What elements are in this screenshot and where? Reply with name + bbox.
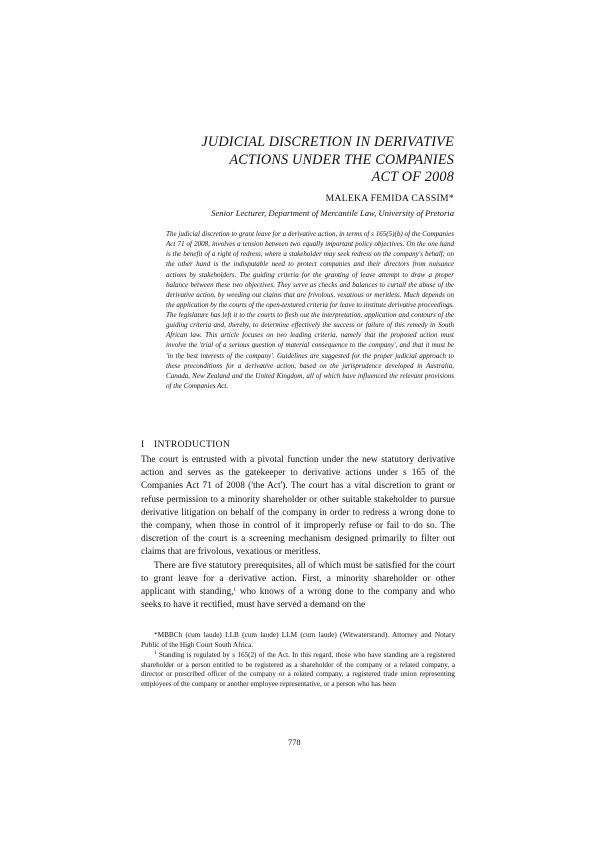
author-affiliation: Senior Lecturer, Department of Mercantile Law, University of Pretoria — [211, 208, 454, 218]
body-text — [141, 454, 455, 612]
paragraph-text: who knows of a wrong done to the company and who seeks to have it rectified, must have served a demand on the — [141, 587, 455, 611]
article-title — [124, 134, 454, 187]
title-line: ACT OF 2008 — [371, 169, 454, 186]
footnote-number: 1 — [154, 651, 157, 656]
paragraph: The court is entrusted with a pivotal function under the new statutory derivative action and serves as the gatekeeper to derivative actions under s 165 of the Companies Act 71 of 2008 ('the Act'). The court has a vital discretion to grant or refuse permission to a minority shareholder or other suitable stakeholder to pursue derivative litigation on behalf of the company in order to redress a wrong done to the company, when those in control of it improperly refuse or fail to do so. The discretion of the court is a screening mechanism designed primarily to filter out claims that are frivolous, vexatious or meritless. — [141, 455, 455, 558]
author-footnote-mark: * — [448, 193, 454, 204]
title-line: ACTIONS UNDER THE COMPANIES — [229, 151, 454, 168]
section-title: INTRODUCTION — [154, 439, 231, 450]
paragraph — [141, 560, 455, 613]
footnote-text: Standing is regulated by s 165(2) of the Act. In this regard, those who have standing are a registered shareholder or a person entitled to be registered as a shareholder of the company or a related company, a director or prescribed officer of the company or a related company, a registered trade union representing employees of the company or another employee representative, or a person who has been — [141, 651, 455, 689]
abstract: The judicial discretion to grant leave for a derivative action, in terms of s 165(5)(b) of the Companies Act 71 of 2008, involves a tension between two equally important policy objectives. On the one hand is the benefit of a right of redress, where a stakeholder may seek redress on the company's behalf; on the other hand is the indisputable need to protect companies and their directors from nuisance actions by stakeholders. The guiding criteria for the granting of leave attempt to draw a proper balance between these two objectives. They serve as checks and balances to curtail the abuse of the derivative action, by weeding out claims that are frivolous, vexatious or meritless. Much depends on the application by the courts of the open-textured criteria for leave to institute derivative proceedings. The legislature has left it to the courts to flesh out the interpretation, application and contours of the guiding criteria and, thereby, to determine effectively the success or failure of this remedy in South African law. This article focuses on two leading criteria, namely that the proposed action must involve the 'trial of a serious question of material consequence to the company', and that it must be 'in the best interests of the company'. Guidelines are suggested for the proper judicial approach to these preconditions for a derivative action, based on the jurisprudence developed in Australia, Canada, New Zealand and the United Kingdom, all of which have influenced the relevant provisions of the Companies Act. — [166, 230, 454, 390]
author-name — [326, 193, 454, 204]
footnote-1 — [141, 651, 455, 690]
footnote-reference[interactable]: 1 — [233, 588, 236, 594]
paragraph-text: There are five statutory prerequisites, all of which must be satisfied for the court to grant leave for a derivative action. First, a minority shareholder or other applicant with standing, — [141, 560, 455, 598]
title-line: JUDICIAL DISCRETION IN DERIVATIVE — [201, 134, 454, 150]
footnote-author: *MBBCh (cum laude) LLB (cum laude) LLM (cum laude) (Witwatersrand). Attorney and Notary Public of the High Court South Africa. — [141, 631, 455, 649]
section-number: I — [141, 439, 145, 450]
author-name-text: MALEKA FEMIDA CASSIM — [325, 193, 449, 204]
page-number: 778 — [288, 738, 301, 747]
section-heading — [141, 439, 230, 450]
